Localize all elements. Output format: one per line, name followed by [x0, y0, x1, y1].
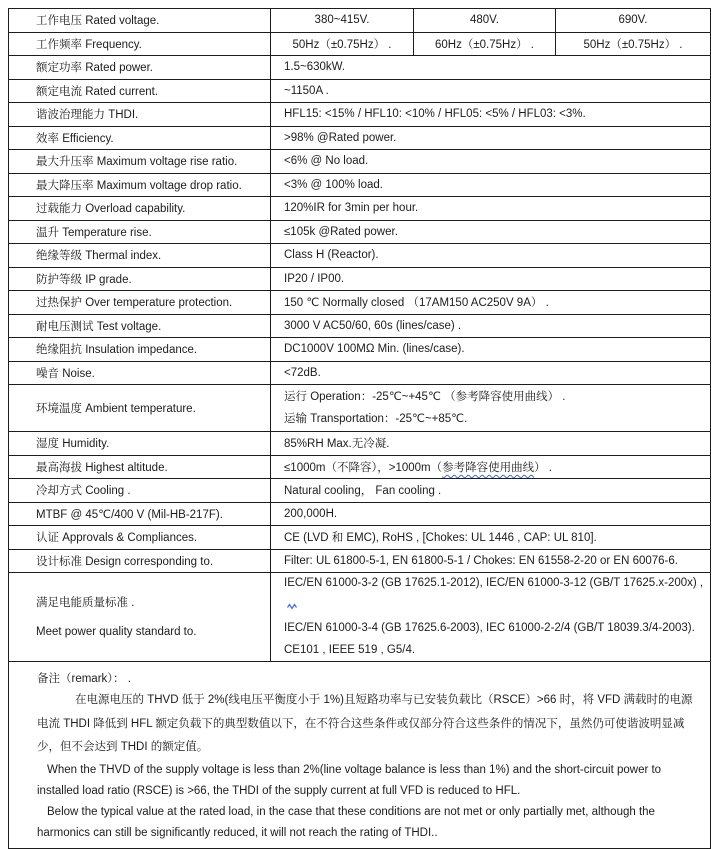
- value-voltage-480: 480V.: [414, 9, 556, 33]
- spec-table: [8, 8, 711, 849]
- row-voltage-rise: [9, 150, 711, 174]
- row-rated-current: [9, 79, 711, 103]
- value-voltage-drop: <3% @ 100% load.: [271, 173, 711, 197]
- row-design-standard: [9, 549, 711, 573]
- value-insulation-impedance: DC1000V 100MΩ Min. (lines/case).: [271, 338, 711, 362]
- label-highest-altitude: 最高海拔 Highest altitude.: [9, 455, 271, 479]
- label-thermal-index: 绝缘等级 Thermal index.: [9, 244, 271, 268]
- value-over-temperature: 150 ℃ Normally closed （17AM150 AC250V 9A） .: [271, 291, 711, 315]
- value-frequency-50hz-2: 50Hz（±0.75Hz） .: [556, 32, 711, 56]
- value-frequency-60hz: 60Hz（±0.75Hz） .: [414, 32, 556, 56]
- altitude-text-spellcheck-underlined: 参考降容使用曲线: [442, 461, 535, 474]
- value-efficiency: >98% @Rated power.: [271, 126, 711, 150]
- value-highest-altitude: [271, 455, 711, 479]
- row-rated-voltage: [9, 9, 711, 33]
- value-voltage-690: 690V.: [556, 9, 711, 33]
- value-design-standard: Filter: UL 61800-5-1, EN 61800-5-1 / Chokes: EN 61558-2-20 or EN 60076-6.: [271, 549, 711, 573]
- remark-paragraph-zh: 在电源电压的 THVD 低于 2%(线电压平衡度小于 1%)且短路功率与已安装负载比（RSCE）>66 时，将 VFD 满载时的电源电流 THDI 降低到 HFL 额定负载下的典型数值以下，在不符合这些条件或仅部分符合这些条件的情况下，虽然仍可使谐波明显减少，但不会达到 THDI 的额定值。: [37, 694, 693, 753]
- value-power-quality: [271, 573, 711, 662]
- spellcheck-squiggle-icon: [287, 597, 297, 619]
- label-cooling: 冷却方式 Cooling .: [9, 479, 271, 503]
- label-ip-grade: 防护等级 IP grade.: [9, 267, 271, 291]
- ambient-operation-line: 运行 Operation：-25℃~+45℃ （参考降容使用曲线） .: [284, 391, 566, 403]
- row-test-voltage: [9, 314, 711, 338]
- value-test-voltage: 3000 V AC50/60, 60s (lines/case) .: [271, 314, 711, 338]
- value-cooling: Natural cooling， Fan cooling .: [271, 479, 711, 503]
- label-insulation-impedance: 绝缘阻抗 Insulation impedance.: [9, 338, 271, 362]
- row-approvals: [9, 526, 711, 550]
- row-rated-power: [9, 56, 711, 80]
- row-thermal-index: [9, 244, 711, 268]
- row-mtbf: [9, 502, 711, 526]
- label-voltage-rise: 最大升压率 Maximum voltage rise ratio.: [9, 150, 271, 174]
- label-overload: 过载能力 Overload capability.: [9, 197, 271, 221]
- label-mtbf: MTBF @ 45℃/400 V (Mil-HB-217F).: [9, 502, 271, 526]
- label-humidity: 湿度 Humidity.: [9, 432, 271, 456]
- power-quality-label-en: Meet power quality standard to.: [36, 625, 197, 638]
- remark-paragraph-en-1: When the THVD of the supply voltage is less than 2%(line voltage balance is less than 1%) and the short-circuit power to installed load ratio (RSCE) is >66, the THDI of the supply current at full VFD is reduced to HFL.: [37, 763, 662, 797]
- row-insulation-impedance: [9, 338, 711, 362]
- row-remark: [9, 662, 711, 849]
- row-cooling: [9, 479, 711, 503]
- label-over-temperature: 过热保护 Over temperature protection.: [9, 291, 271, 315]
- value-temperature-rise: ≤105k @Rated power.: [271, 220, 711, 244]
- altitude-text-post: ） .: [534, 461, 552, 474]
- value-rated-current: ~1150A .: [271, 79, 711, 103]
- label-frequency: 工作频率 Frequency.: [9, 32, 271, 56]
- value-noise: <72dB.: [271, 361, 711, 385]
- label-rated-voltage: 工作电压 Rated voltage.: [9, 9, 271, 33]
- label-efficiency: 效率 Efficiency.: [9, 126, 271, 150]
- label-rated-power: 额定功率 Rated power.: [9, 56, 271, 80]
- power-quality-line-1: IEC/EN 61000-3-2 (GB 17625.1-2012), IEC/EN 61000-3-12 (GB/T 17625.x-200x) ,: [284, 573, 710, 618]
- row-ip-grade: [9, 267, 711, 291]
- row-voltage-drop: [9, 173, 711, 197]
- label-design-standard: 设计标准 Design corresponding to.: [9, 549, 271, 573]
- row-ambient-temperature: [9, 385, 711, 432]
- remark-heading: 备注（remark）： .: [37, 673, 131, 685]
- row-humidity: [9, 432, 711, 456]
- label-thdi: 谐波治理能力 THDI.: [9, 103, 271, 127]
- power-quality-line-3: CE101 , IEEE 519 , G5/4.: [284, 643, 416, 656]
- row-noise: [9, 361, 711, 385]
- row-temperature-rise: [9, 220, 711, 244]
- power-quality-line-2: IEC/EN 61000-3-4 (GB 17625.6-2003), IEC 61000-2-2/4 (GB/T 18039.3/4-2003).: [284, 622, 695, 634]
- row-thdi: [9, 103, 711, 127]
- value-voltage-380-415: 380~415V.: [271, 9, 414, 33]
- value-approvals: CE (LVD 和 EMC), RoHS , [Chokes: UL 1446 , CAP: UL 810].: [271, 526, 711, 550]
- label-ambient-temperature: 环境温度 Ambient temperature.: [9, 385, 271, 432]
- value-ip-grade: IP20 / IP00.: [271, 267, 711, 291]
- value-voltage-rise: <6% @ No load.: [271, 150, 711, 174]
- label-power-quality: [9, 573, 271, 662]
- value-thermal-index: Class H (Reactor).: [271, 244, 711, 268]
- row-highest-altitude: [9, 455, 711, 479]
- power-quality-label-zh: 满足电能质量标准 .: [36, 596, 135, 609]
- value-frequency-50hz: 50Hz（±0.75Hz） .: [271, 32, 414, 56]
- label-approvals: 认证 Approvals & Compliances.: [9, 526, 271, 550]
- label-voltage-drop: 最大降压率 Maximum voltage drop ratio.: [9, 173, 271, 197]
- remark-section: [9, 662, 711, 849]
- remark-paragraph-en-2: Below the typical value at the rated load, in the case that these conditions are not met or only partially met, although the harmonics can still be significantly reduced, it will not reach the rating of THDI..: [37, 805, 655, 839]
- value-ambient-temperature: [271, 385, 711, 432]
- row-over-temperature: [9, 291, 711, 315]
- row-power-quality: [9, 573, 711, 662]
- label-temperature-rise: 温升 Temperature rise.: [9, 220, 271, 244]
- row-efficiency: [9, 126, 711, 150]
- value-mtbf: 200,000H.: [271, 502, 711, 526]
- label-rated-current: 额定电流 Rated current.: [9, 79, 271, 103]
- row-overload: [9, 197, 711, 221]
- value-rated-power: 1.5~630kW.: [271, 56, 711, 80]
- value-overload: 120%IR for 3min per hour.: [271, 197, 711, 221]
- row-frequency: [9, 32, 711, 56]
- label-noise: 噪音 Noise.: [9, 361, 271, 385]
- altitude-text-pre: ≤1000m（不降容），>1000m（: [284, 461, 443, 474]
- value-humidity: 85%RH Max.无冷凝.: [271, 432, 711, 456]
- value-thdi: HFL15: <15% / HFL10: <10% / HFL05: <5% / HFL03: <3%.: [271, 103, 711, 127]
- ambient-transport-line: 运输 Transportation：-25℃~+85℃.: [284, 413, 468, 425]
- label-test-voltage: 耐电压测试 Test voltage.: [9, 314, 271, 338]
